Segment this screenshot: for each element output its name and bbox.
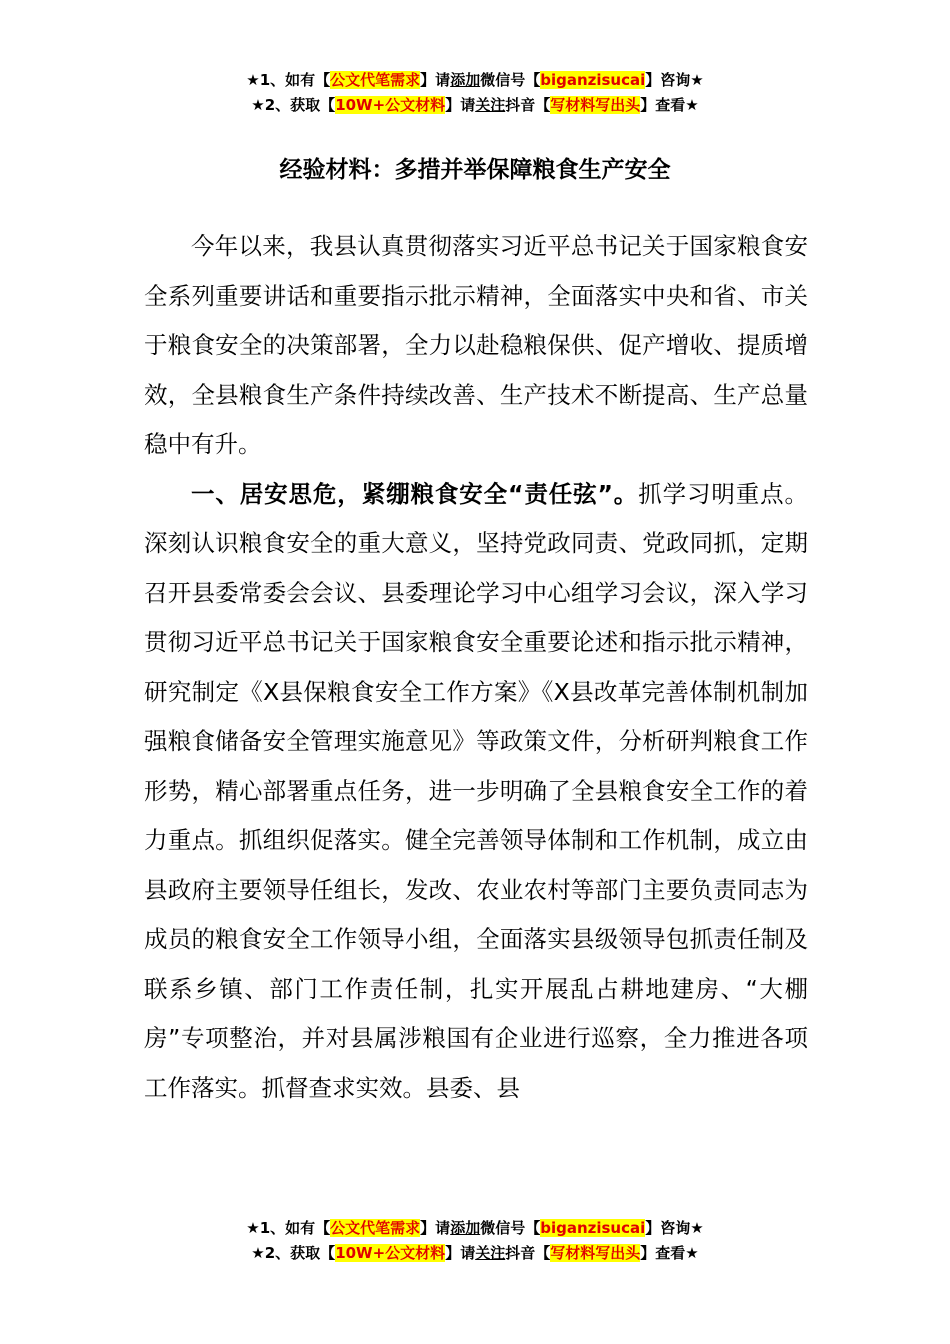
highlight-service: 公文代笔需求 (330, 71, 421, 89)
section-1-heading: 一、居安思危，紧绷粮食安全“责任弦”。 (191, 479, 639, 508)
banner-line-1: ★1、如有【公文代笔需求】请添加微信号【biganzisucai】咨询★ (246, 71, 704, 89)
document-title: 经验材料：多措并举保障粮食生产安全 (279, 157, 671, 183)
banner-line-2: ★2、获取【10W+公文材料】请关注抖音【写材料写出头】查看★ (251, 96, 699, 114)
header-banner (0, 68, 950, 118)
footer-line-1: ★1、如有【公文代笔需求】请添加微信号【biganzisucai】咨询★ (246, 1219, 704, 1237)
section-1-text: 抓学习明重点。深刻认识粮食安全的重大意义，坚持党政同责、党政同抓，定期召开县委常委会会议、县委理论学习中心组学习会议，深入学习贯彻习近平总书记关于国家粮食安全重要论述和指示批示精神，研究制定《X县保粮食安全工作方案》《X县改革完善体制机制加强粮食储备安全管理实施意见》等政策文件，分析研判粮食工作形势，精心部署重点任务，进一步明确了全县粮食安全工作的着力重点。抓组织促落实。健全完善领导体制和工作机制，成立由县政府主要领导任组长，发改、农业农村等部门主要负责同志为成员的粮食安全工作领导小组，全面落实县级领导包抓责任制及联系乡镇、部门工作责任制，扎实开展乱占耕地建房、“大棚房”专项整治，并对县属涉粮国有企业进行巡察，全力推进各项工作落实。抓督查求实效。县委、县 (144, 479, 809, 1102)
document-body (144, 222, 808, 1113)
footer-banner (0, 1216, 950, 1266)
section-1-paragraph (144, 470, 808, 1114)
intro-paragraph: 今年以来，我县认真贯彻落实习近平总书记关于国家粮食安全系列重要讲话和重要指示批示精神，全面落实中央和省、市关于粮食安全的决策部署，全力以赴稳粮保供、促产增收、提质增效，全县粮食生产条件持续改善、生产技术不断提高、生产总量稳中有升。 (144, 232, 808, 458)
highlight-wechat-id: biganzisucai (540, 71, 646, 89)
highlight-materials: 10W+公文材料 (335, 96, 446, 114)
footer-line-2: ★2、获取【10W+公文材料】请关注抖音【写材料写出头】查看★ (251, 1244, 699, 1262)
highlight-douyin: 写材料写出头 (550, 96, 641, 114)
